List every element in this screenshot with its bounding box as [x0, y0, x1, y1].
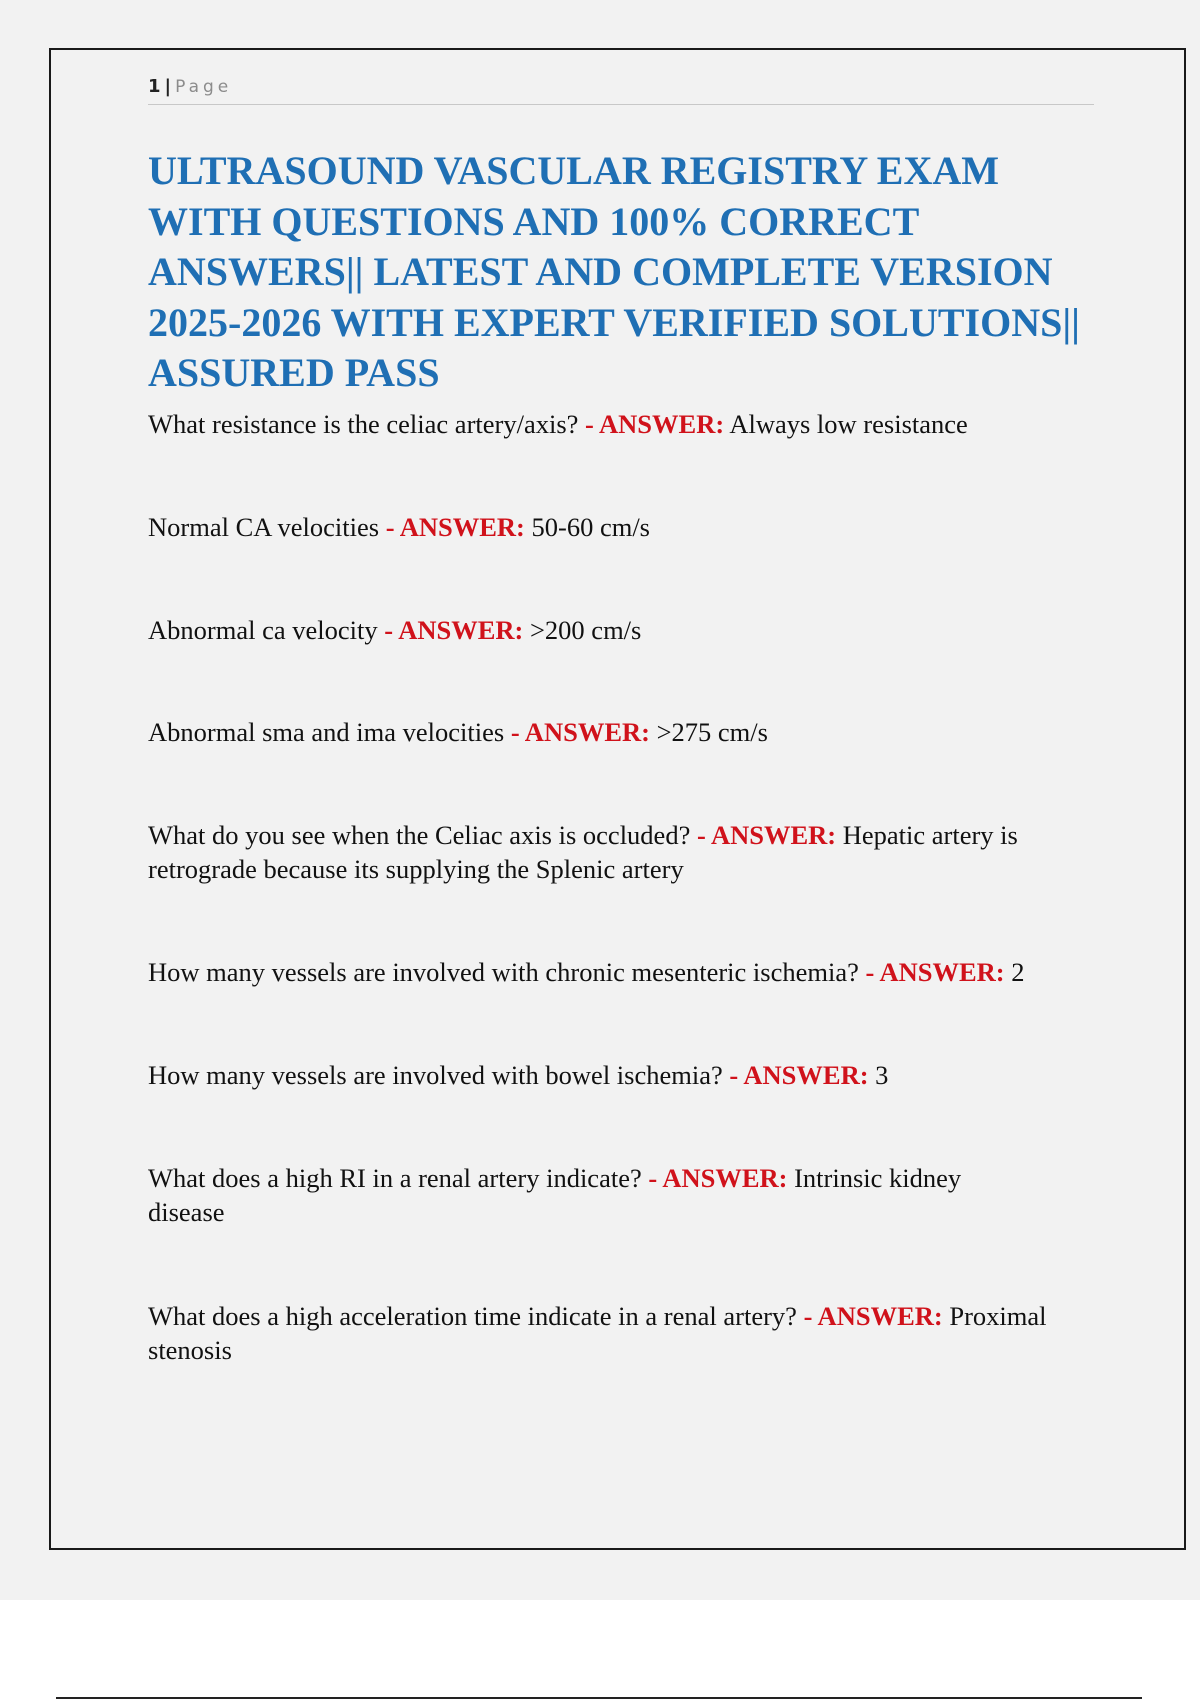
- answer-text: Proximal stenosis: [148, 1301, 1047, 1365]
- answer-marker: - ANSWER:: [729, 1060, 869, 1090]
- answer-text: 2: [1011, 957, 1025, 987]
- document-page: [49, 48, 1186, 1550]
- question-text: What does a high acceleration time indicate in a renal artery?: [148, 1301, 797, 1331]
- answer-marker: - ANSWER:: [510, 717, 650, 747]
- question-text: Abnormal ca velocity: [148, 615, 378, 645]
- qa-item-8: [148, 1161, 1028, 1229]
- qa-item-9: [148, 1299, 1048, 1367]
- answer-text: Hepatic artery is retrograde because its supplying the Splenic artery: [148, 820, 1018, 884]
- question-text: How many vessels are involved with chronic mesenteric ischemia?: [148, 957, 859, 987]
- answer-text: >200 cm/s: [529, 615, 642, 645]
- question-text: What do you see when the Celiac axis is occluded?: [148, 820, 691, 850]
- answer-marker: - ANSWER:: [385, 512, 525, 542]
- question-text: How many vessels are involved with bowel ischemia?: [148, 1060, 723, 1090]
- answer-marker: - ANSWER:: [585, 409, 725, 439]
- question-text: Abnormal sma and ima velocities: [148, 717, 505, 747]
- qa-item-3: [148, 613, 1098, 647]
- qa-item-2: [148, 510, 1098, 544]
- qa-item-7: [148, 1058, 1098, 1092]
- document-title: ULTRASOUND VASCULAR REGISTRY EXAM WITH QUESTIONS AND 100% CORRECT ANSWERS|| LATEST AND COMPLETE VERSION 2025-2026 WITH EXPERT VERIFIED SOLUTIONS|| ASSURED PASS: [148, 148, 1080, 395]
- answer-marker: - ANSWER:: [384, 615, 524, 645]
- answer-text: 3: [875, 1060, 889, 1090]
- page-separator: |: [164, 76, 172, 97]
- qa-item-1: [148, 407, 1098, 441]
- question-text: Normal CA velocities: [148, 512, 380, 542]
- qa-item-5: [148, 818, 1088, 886]
- qa-item-6: [148, 955, 1128, 989]
- qa-item-4: [148, 715, 1098, 749]
- page-number: 1: [148, 76, 161, 97]
- answer-marker: - ANSWER:: [803, 1301, 943, 1331]
- next-page-top-rule: [56, 1697, 1142, 1699]
- answer-marker: - ANSWER:: [865, 957, 1005, 987]
- answer-text: 50-60 cm/s: [531, 512, 650, 542]
- page-label: Page: [175, 77, 233, 97]
- answer-text: Always low resistance: [729, 409, 968, 439]
- question-text: What resistance is the celiac artery/axis?: [148, 409, 579, 439]
- answer-marker: - ANSWER:: [696, 820, 837, 850]
- answer-text: Intrinsic kidney disease: [148, 1163, 962, 1227]
- question-text: What does a high RI in a renal artery indicate?: [148, 1163, 642, 1193]
- answer-text: >275 cm/s: [656, 717, 768, 747]
- page-header: [148, 72, 1094, 105]
- answer-marker: - ANSWER:: [648, 1163, 788, 1193]
